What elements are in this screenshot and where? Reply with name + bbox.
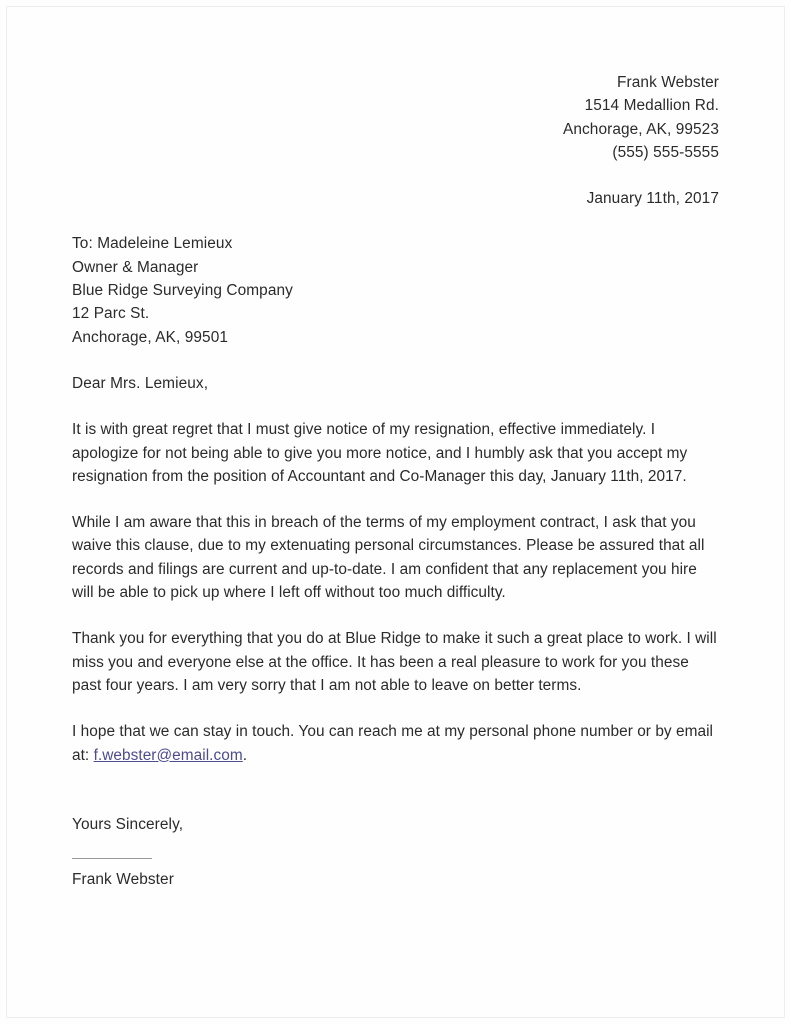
- recipient-address-block: [72, 232, 719, 348]
- recipient-company: Blue Ridge Surveying Company: [72, 282, 293, 300]
- recipient-street: 12 Parc St.: [72, 305, 150, 323]
- letter-date: January 11th, 2017: [586, 190, 719, 208]
- recipient-title: Owner & Manager: [72, 258, 199, 276]
- recipient-name: To: Madeleine Lemieux: [72, 235, 233, 253]
- sender-phone: (555) 555-5555: [612, 143, 719, 161]
- sender-name: Frank Webster: [617, 74, 719, 91]
- letter-content: [72, 0, 719, 891]
- body-paragraph-1: It is with great regret that I must give notice of my resignation, effective immediately. I apologize for not being able to give you more notice, and I humbly ask that you accept my resignation from the position of Accountant and Co-Manager this day, January 11th, 2017.: [72, 421, 688, 485]
- body-paragraph-3: Thank you for everything that you do at Blue Ridge to make it such a great place to work. I will miss you and everyone else at the office. It has been a real pleasure to work for you these past four years. I am very sorry that I am not able to leave on better terms.: [72, 630, 717, 694]
- salutation: Dear Mrs. Lemieux,: [72, 374, 209, 392]
- signature-name: Frank Webster: [72, 871, 174, 889]
- sender-street: 1514 Medallion Rd.: [584, 97, 719, 115]
- sender-city-state-zip: Anchorage, AK, 99523: [562, 120, 719, 138]
- sender-address-block: [72, 0, 719, 164]
- contact-text-prefix: I hope that we can stay in touch. You can reach me at my personal phone number or by email at:: [72, 723, 714, 764]
- email-link[interactable]: f.webster@email.com: [93, 746, 243, 764]
- recipient-city-state-zip: Anchorage, AK, 99501: [72, 328, 229, 346]
- valediction: Yours Sincerely,: [72, 815, 184, 833]
- signature-line: [72, 858, 152, 859]
- contact-text-suffix: .: [242, 746, 248, 764]
- body-paragraph-2: While I am aware that this in breach of the terms of my employment contract, I ask that you waive this clause, due to my extenuating personal circumstances. Please be assured that all records and filings are current and up-to-date. I am confident that any replacement you hire will be able to pick up where I left off without too much difficulty.: [72, 514, 705, 602]
- body-paragraph-4: [72, 720, 719, 767]
